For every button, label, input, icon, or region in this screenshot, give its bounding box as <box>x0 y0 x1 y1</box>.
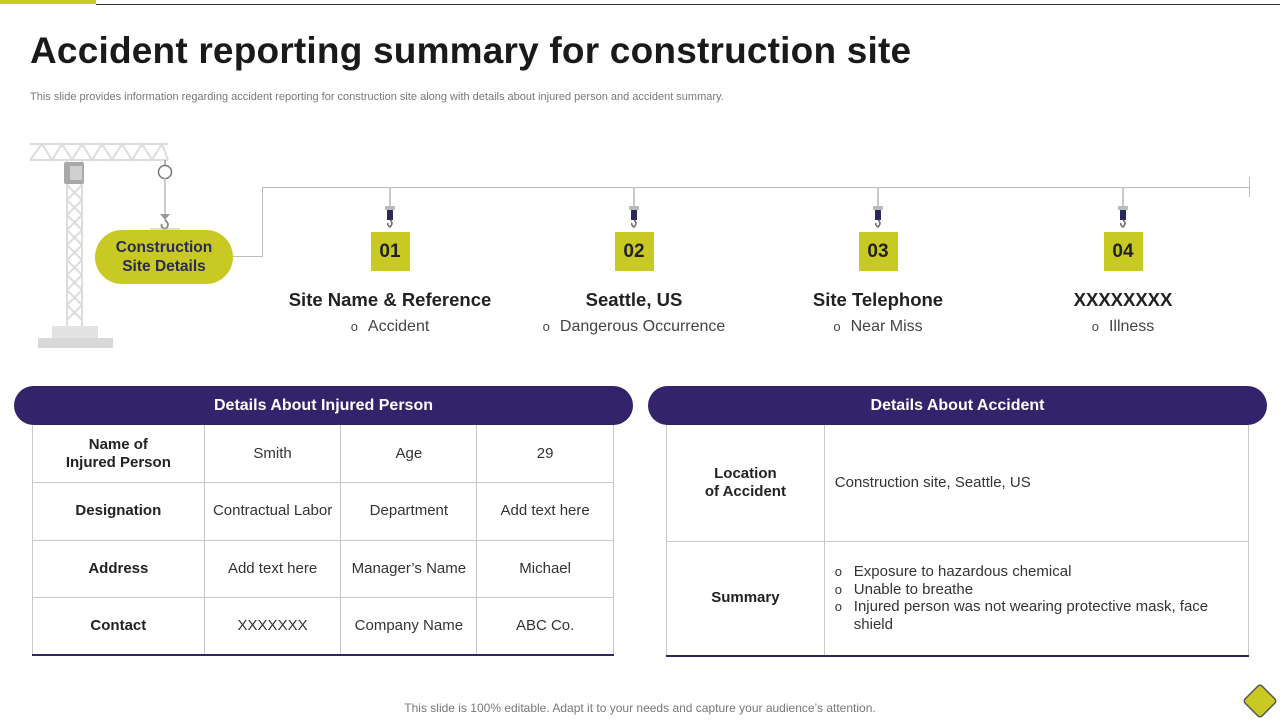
table-row <box>33 483 614 541</box>
top-accent-bar <box>0 0 96 4</box>
step-item: o Dangerous Occurrence <box>542 318 726 335</box>
table-cell: ABC Co. <box>477 598 614 656</box>
step-number: 02 <box>615 232 654 271</box>
row-label: Location of Accident <box>667 425 825 541</box>
hook-icon <box>871 187 885 230</box>
step-title: XXXXXXXX <box>1073 289 1173 310</box>
table-cell: 29 <box>477 425 614 483</box>
step-03 <box>758 187 998 336</box>
connector-line-vertical <box>262 187 263 257</box>
injured-person-table <box>32 425 614 656</box>
summary-value <box>824 541 1248 656</box>
timeline-end-tick <box>1249 177 1250 197</box>
list-item: o Injured person was not wearing protective mask, face shield <box>835 598 1248 633</box>
row-label: Address <box>33 540 205 598</box>
hook-icon <box>1116 187 1130 230</box>
diamond-icon <box>1240 681 1280 720</box>
table-row <box>33 540 614 598</box>
row-label: Name of Injured Person <box>33 425 205 483</box>
hook-icon <box>627 187 641 230</box>
row-label: Designation <box>33 483 205 541</box>
construction-site-details-label: Construction Site Details <box>95 230 233 284</box>
step-item: o Near Miss <box>833 318 923 335</box>
page-subtitle: This slide provides information regarding accident reporting for construction site along with details about injured person and accident summary. <box>30 91 724 103</box>
row-label: Contact <box>33 598 205 656</box>
table-row <box>33 598 614 656</box>
table-cell: Manager’s Name <box>341 540 477 598</box>
table-row <box>667 425 1249 541</box>
location-value: Construction site, Seattle, US <box>824 425 1248 541</box>
summary-list <box>835 563 1248 633</box>
hook-icon <box>383 187 397 230</box>
table-cell: Age <box>341 425 477 483</box>
table-row <box>667 541 1249 656</box>
table-cell: Department <box>341 483 477 541</box>
connector-line <box>233 256 263 257</box>
top-rule <box>96 4 1280 5</box>
step-04 <box>1003 187 1243 336</box>
step-title: Site Name & Reference <box>288 289 492 310</box>
table-cell: Add text here <box>477 483 614 541</box>
step-title: Seattle, US <box>585 289 683 310</box>
step-number: 03 <box>859 232 898 271</box>
list-item: o Exposure to hazardous chemical <box>835 563 1248 581</box>
row-label: Summary <box>667 541 825 656</box>
list-item: o Unable to breathe <box>835 581 1248 599</box>
footer-note: This slide is 100% editable. Adapt it to your needs and capture your audience’s attention. <box>404 701 876 715</box>
step-item: o Illness <box>1091 318 1155 335</box>
step-01 <box>270 187 510 336</box>
page-title: Accident reporting summary for construction site <box>30 30 912 71</box>
step-item: o Accident <box>350 318 430 335</box>
step-number: 01 <box>371 232 410 271</box>
table-cell: Smith <box>204 425 341 483</box>
step-02 <box>514 187 754 336</box>
table-cell: Michael <box>477 540 614 598</box>
accident-details-heading: Details About Accident <box>648 386 1267 425</box>
table-cell: Contractual Labor <box>204 483 341 541</box>
accident-details-table <box>666 425 1249 657</box>
table-cell: Add text here <box>204 540 341 598</box>
table-row <box>33 425 614 483</box>
step-title: Site Telephone <box>812 289 944 310</box>
table-cell: Company Name <box>341 598 477 656</box>
step-number: 04 <box>1104 232 1143 271</box>
injured-person-heading: Details About Injured Person <box>14 386 633 425</box>
table-cell: XXXXXXX <box>204 598 341 656</box>
